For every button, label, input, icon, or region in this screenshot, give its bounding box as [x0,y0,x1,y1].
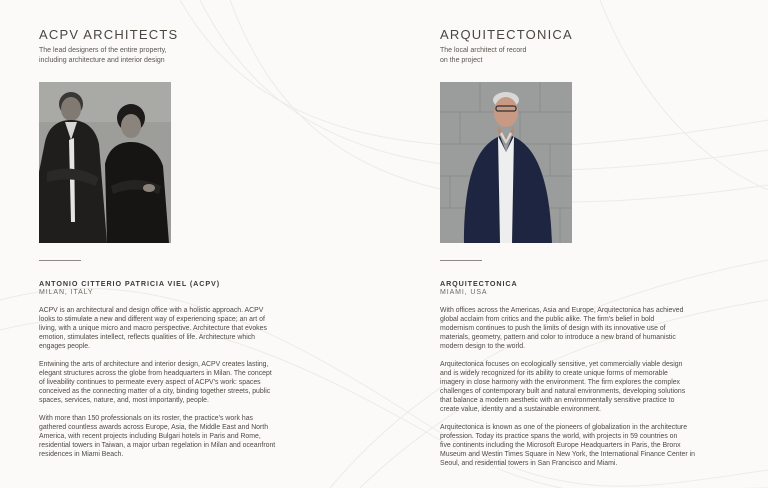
arquitectonica-firm-name: ARQUITECTONICA [440,279,518,288]
acpv-heading: ACPV ARCHITECTS [39,27,179,42]
arquitectonica-bio-paragraph: Arquitectonica is known as one of the pioneers of globalization in the architecture profession. Today its practice spans the world, with projects in 59 countries on five continents including the Microsoft Europe Headquarters in Paris, the Bronx Museum and Westin Times Square in New York, the International Finance Center in Seoul, and residential towers in San Francisco and Miami. [440,424,695,467]
arquitectonica-location: MIAMI, USA [440,289,488,296]
acpv-firm-name: ANTONIO CITTERIO PATRICIA VIEL (ACPV) [39,279,221,288]
arquitectonica-bio-paragraph: Arquitectonica focuses on ecologically sensitive, yet commercially viable design and is widely recognized for its ability to create unique forms of memorable imagery in close harmony with the environment. The firm explores the complex challenges of contemporary built and natural environments, developing solutions that balance a modern aesthetic with an environmentally sensitive practice to create value, identity and a sustainable environment. [440,361,686,413]
acpv-bio [39,306,329,468]
acpv-location: MILAN, ITALY [39,289,94,296]
acpv-bio-paragraph: Entwining the arts of architecture and interior design, ACPV creates lasting, elegant structures across the globe from headquarters in Milan. The concept of liveability continues to permeate every aspect of ACPV’s work: spaces conceived as the connecting matter of a city, binding together streets, public spaces, services, nature, and, most importantly, people. [39,361,272,404]
arquitectonica-subtitle: The local architect of record on the project [440,47,527,64]
portrait-photo-icon [440,82,572,243]
arquitectonica-bio-paragraph: With offices across the Americas, Asia and Europe, Arquitectonica has achieved global acclaim from critics and the public alike. The firm’s belief in bold modernism continues to push the limits of design with its innovative use of materials, geometry, pattern and color to introduce a new brand of humanistic modern design to the world. [440,307,684,350]
acpv-subtitle: The lead designers of the entire property, including architecture and interior design [39,47,167,64]
acpv-divider [39,260,81,261]
arquitectonica-portrait-photo [440,82,572,243]
arquitectonica-bio [440,306,730,477]
portrait-photo-icon [39,82,171,243]
acpv-bio-paragraph: With more than 150 professionals on its roster, the practice’s work has gathered countless awards across Europe, Asia, the Middle East and North America, with recent projects including Bulgari hotels in Paris and Rome, residential towers in Taiwan, a major urban regelation in Milan and oceanfront residences in Miami Beach. [39,415,276,458]
arquitectonica-heading: ARQUITECTONICA [440,27,573,42]
arquitectonica-divider [440,260,482,261]
acpv-bio-paragraph: ACPV is an architectural and design office with a holistic approach. ACPV looks to stimulate a new and different way of experiencing space; an art of living, with a unique micro and macro perspective. Architecture that evokes emotion, stimulates intellect, reflects qualities of life. Architecture which engages people. [39,307,267,350]
acpv-portrait-photo [39,82,171,243]
